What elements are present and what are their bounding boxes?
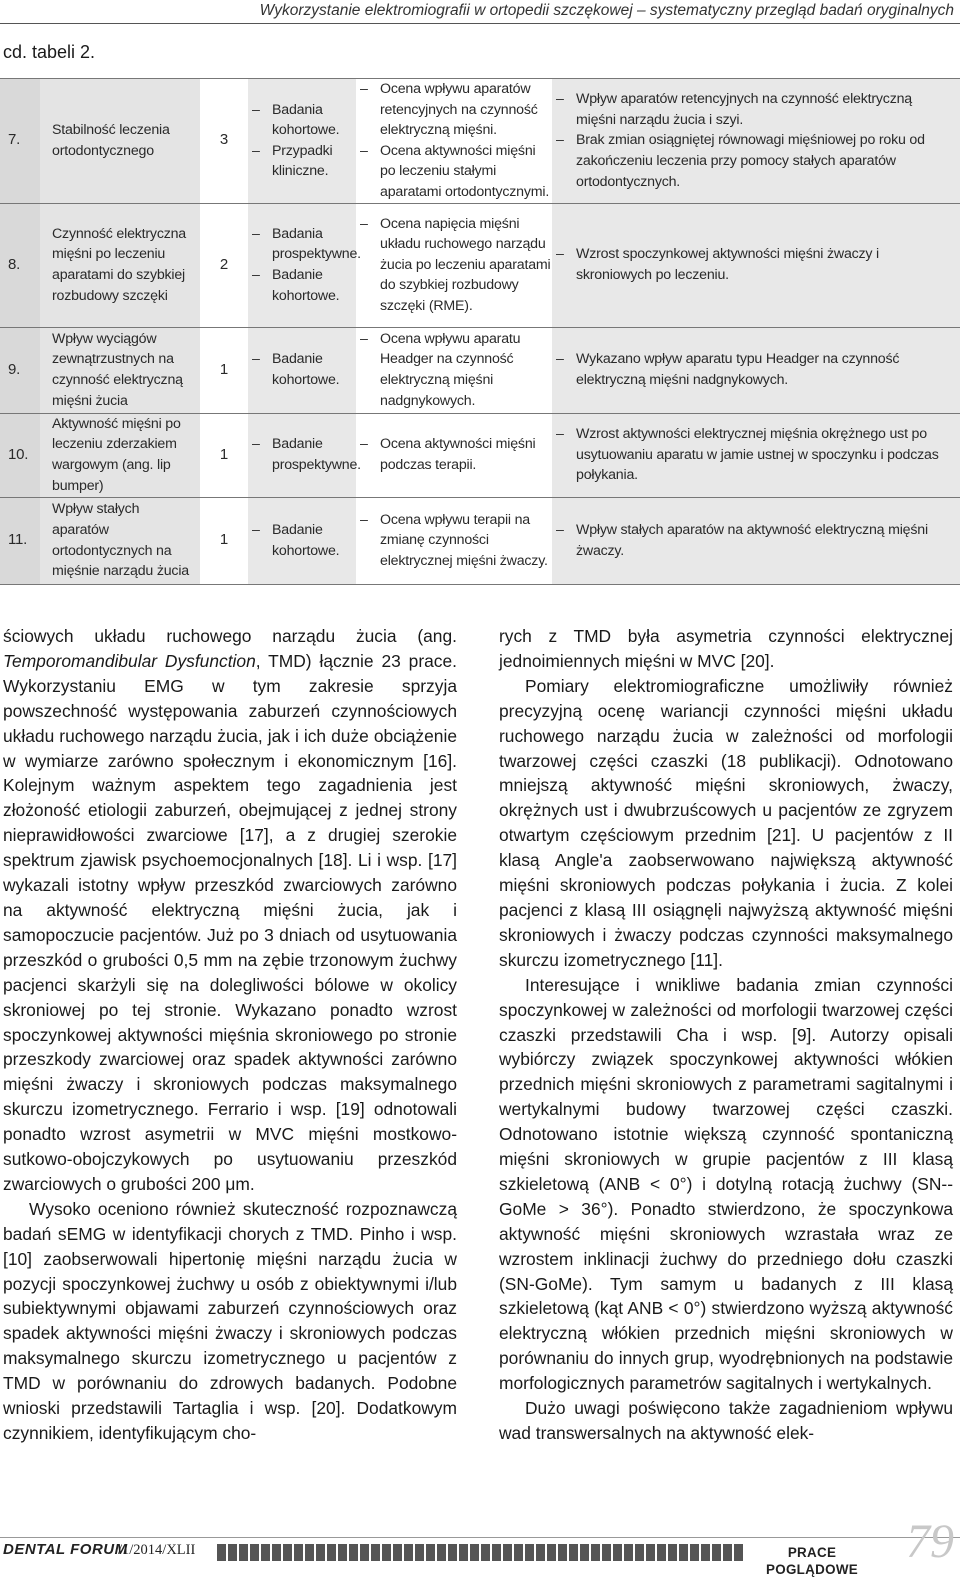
row-topic: Aktywność mięśni po leczeniu zderzakiem wargowym (ang. lip bumper) [40,413,200,497]
footer-tile [250,1544,259,1561]
aim-item: – Ocena napięcia mięśni układu ruchowego narządu żucia po leczeniu aparatami do szybkiej rozbudowy szczęki (RME). [356,214,552,317]
design-item: – Badanie kohortowe. [248,265,356,306]
issue-number: /1/2014/XLII [118,1542,196,1558]
footer-tile [481,1544,490,1561]
row-publication-count: 1 [200,497,248,584]
page-number: 79 [906,1515,954,1568]
design-item: – Badanie kohortowe. [248,349,356,390]
row-number: 8. [0,203,40,327]
footer-tile [591,1544,600,1561]
italic-term: Temporomandibular Dysfunction [3,650,256,671]
footer-tile [679,1544,688,1561]
row-publication-count: 1 [200,413,248,497]
footer-rule [0,1537,960,1538]
footer-tile [657,1544,666,1561]
footer-tile [305,1544,314,1561]
footer-tile [602,1544,611,1561]
footer-tile [514,1544,523,1561]
row-study-aim [356,413,552,497]
row-result [552,497,960,584]
footer-tile [635,1544,644,1561]
footer-tile [327,1544,336,1561]
row-publication-count: 2 [200,203,248,327]
paragraph: Wysoko oceniono również skuteczność rozpoznawczą badań sEMG w identyfikacji chorych z TMD. Pinho i wsp. [10] zaobserwowali hipertonię mięśni narządu żucia w pozycji spoczynkowej żuchwy u osób z obiektywnymi i/lub subiektywnymi objawami zaburzeń czynnościowych oraz spadek aktywności mięśni żwaczy i skroniowych podczas maksymalnego skurczu izometrycznego u pacjentów z TMD w porównaniu do zdrowych badanych. Podobne wnioski przedstawili Tartaglia i wsp. [20]. Dodatkowym czynnikiem, identyfikującym cho- [3,1198,457,1443]
row-topic: Wpływ stałych aparatów ortodontycznych na mięśnie narządu żucia [40,497,200,584]
paragraph: rych z TMD była asymetria czynności elektrycznej jednoimiennych mięśni w MVC [20]. [499,626,953,671]
paragraph: Pomiary elektromiograficzne umożliwiły również precyzyjną ocenę wariancji czynności mięśni układu ruchowego narządu żucia w zależności od morfologii twarzowej części czaszki (18 publikacji). Odnotowano mniejszą aktywność mięśni skroniowych, żwaczy, okrężnych ust i dwubrzuścowych u pacjentów ze zgryzem otwartym częściowym przednim [21]. U pacjentów z II klasą Angle'a zaobserwowano największą aktywność mięśni skroniowych podczas połykania i żucia. Z kolei pacjenci z klasą III osiągnęli najwyższą aktywność mięśni skroniowych i żwaczy podczas czynności maksymalnego skurczu izometrycznego [11]. [499,675,953,970]
aim-item: – Ocena wpływu terapii na zmianę czynności elektrycznej mięśni żwaczy. [356,510,552,572]
row-publication-count: 1 [200,327,248,413]
footer-tile [371,1544,380,1561]
footer-tile [228,1544,237,1561]
table-row [0,203,960,327]
section-label: PRACE POGLĄDOWE [744,1544,880,1561]
row-topic: Czynność elektryczna mięśni po leczeniu aparatami do szybkiej rozbudowy szczęki [40,203,200,327]
design-item: – Badanie kohortowe. [248,520,356,561]
footer-tile [492,1544,501,1561]
design-item: – Badania kohortowe. [248,100,356,141]
footer-tile [360,1544,369,1561]
result-item: – Wzrost aktywności elektrycznej mięśnia okrężnego ust po usytuowaniu aparatu w jamie ustnej w spoczynku i podczas połykania. [552,424,954,486]
footer-tile [734,1544,743,1561]
footer-tile [712,1544,721,1561]
footer-tile [646,1544,655,1561]
footer-tile [338,1544,347,1561]
footer-tile [558,1544,567,1561]
footer-tile [723,1544,732,1561]
text-column-right [499,624,953,1446]
footer-tile [217,1544,226,1561]
footer-tile [613,1544,622,1561]
paragraph [3,624,457,1197]
result-item: – Wykazano wpływ aparatu typu Headger na czynność elektryczną mięśni nadgnykowych. [552,349,954,390]
footer-tile [404,1544,413,1561]
design-item: – Badania prospektywne. [248,224,356,265]
result-item: – Brak zmian osiągniętej równowagi mięśniowej po roku od zakończeniu leczenia przy pomocy stałych aparatów ortodontycznych. [552,130,954,192]
footer-tile [569,1544,578,1561]
footer-tile [415,1544,424,1561]
running-header: Wykorzystanie elektromiografii w ortopedii szczękowej – systematyczny przegląd badań oryginalnych [259,2,954,19]
row-study-design [248,327,356,413]
footer-tile [261,1544,270,1561]
footer-tile [701,1544,710,1561]
row-study-design [248,413,361,497]
aim-item: – Ocena aktywności mięśni podczas terapii. [356,434,552,475]
continued-table-2 [0,78,960,585]
row-result [552,203,960,327]
table-row [0,79,960,204]
result-item: – Wpływ stałych aparatów na aktywność elektryczną mięśni żwaczy. [552,520,954,561]
text-column-left [3,624,457,1446]
row-number: 7. [0,79,40,204]
footer-tile [272,1544,281,1561]
footer-tile [316,1544,325,1561]
footer-tile [536,1544,545,1561]
footer-tile [624,1544,633,1561]
aim-item: – Ocena aktywności mięśni po leczeniu stałymi aparatami ortodontycznymi. [356,141,552,203]
row-study-design [248,497,356,584]
aim-item: – Ocena wpływu aparatu Headger na czynność elektryczną mięśni nadgnykowych. [356,329,552,411]
row-number: 9. [0,327,40,413]
footer-tile [426,1544,435,1561]
aim-item: – Ocena wpływu aparatów retencyjnych na czynność elektryczną mięśni. [356,79,552,141]
footer-tile [349,1544,358,1561]
table-row [0,413,960,497]
paragraph: Interesujące i wnikliwe badania zmian czynności spoczynkowej w zależności od morfologii twarzowej części czaszki przedstawili Cha i wsp. [9]. Autorzy opisali wybiórczy związek spoczynkowej aktywności włókien przednich mięśni skroniowych z parametrami sagitalnymi i wertykalnymi budowy twarzowej części czaszki. Odnotowano istotnie większą czynność spontaniczną mięśni skroniowych w grupie pacjentów z III klasą szkieletową (ANB < 0°) i dotylną rotacją żuchwy (SN--GoMe > 36°). Ponadto stwierdzono, że spoczynkowa aktywność mięśni skroniowych wzrastała wraz ze wzrostem inklinacji żuchwy do przedniego dołu czaszki (SN-GoMe). Tym samym u badanych z III klasą szkieletową (kąt ANB < 0°) stwierdzono wyższą aktywność elektryczną włókien przednich mięśni skroniowych w porównaniu do innych grup, wyodrębnionych na podstawie morfologicznych parametrów sagitalnych i wertykalnych. [499,974,953,1394]
text-run: , TMD) łącznie 23 prace. Wykorzystaniu EMG w tym zakresie sprzyja powszechność występowania zaburzeń czynnościowych układu ruchowego narządu żucia, jak i ich duże obciążenie w wymiarze zarówno społecznym i ekonomicznym [16]. Kolejnym ważnym aspektem tego zagadnienia jest złożoność etiologii zaburzeń, obejmującej z jednej strony nieprawidłowości zwarciowe [17], a z drugiej szerokie spektrum zjawisk psychoemocjonalnych [18]. Li i wsp. [17] wykazali istotny wpływ przeszkód zwarciowych zarówno na aktywność elektryczną mięśni żucia, jak i samopoczucie pacjentów. Już po 3 dniach od usytuowania przeszkód o grubości 0,5 mm na zębie trzonowym żuchwy pacjenci skarżyli się na dolegliwości bólowe w okolicy skroniowej po tej stronie. Wykazano ponadto wzrost spoczynkowej aktywności mięśnia skroniowego po stronie przeszkody zwarciowej oraz spadek aktywności zarówno mięśni żwaczy i skroniowych podczas maksymalnego skurczu izometrycznego. Ferrario i wsp. [19] odnotowali ponadto wzrost asymetrii w MVC mięśni mostkowo-sutkowo-obojczykowych po usytuowaniu przeszkód zwarciowych o grubości 200 μm. [3,650,457,1194]
result-item: – Wpływ aparatów retencyjnych na czynność elektryczną mięśni narządu żucia i szyi. [552,89,954,130]
row-study-aim [356,497,552,584]
footer-tile [547,1544,556,1561]
footer-tile [283,1544,292,1561]
row-topic: Wpływ wyciągów zewnątrzustnych na czynność elektryczną mięśni żucia [40,327,200,413]
footer-tile [393,1544,402,1561]
paragraph: Dużo uwagi poświęcono także zagadnieniom wpływu wad transwersalnych na aktywność elek- [499,1398,953,1443]
footer-tile [470,1544,479,1561]
row-study-aim [356,203,552,327]
row-study-aim [356,79,552,204]
header-rule [0,23,960,24]
row-topic: Stabilność leczenia ortodontycznego [40,79,200,204]
row-number: 10. [0,413,40,497]
result-item: – Wzrost spoczynkowej aktywności mięśni żwaczy i skroniowych po leczeniu. [552,244,954,285]
row-study-design [248,79,356,204]
row-result [552,327,960,413]
text-run: ściowych układu ruchowego narządu żucia (ang. [3,626,457,646]
row-publication-count: 3 [200,79,248,204]
footer-tile [437,1544,446,1561]
footer-tile [525,1544,534,1561]
footer-tile [294,1544,303,1561]
row-number: 11. [0,497,40,584]
table-row [0,497,960,584]
design-item: – Badanie prospektywne. [248,434,356,475]
footer-tile [503,1544,512,1561]
footer-tile [459,1544,468,1561]
journal-logo: DENTAL FORUM [3,1541,128,1558]
footer-tile [239,1544,248,1561]
footer-tile [382,1544,391,1561]
footer-tile [580,1544,589,1561]
row-result [552,79,960,204]
footer-tile [690,1544,699,1561]
footer-tile [448,1544,457,1561]
table-row [0,327,960,413]
design-item: – Przypadki kliniczne. [248,141,356,182]
table-caption: cd. tabeli 2. [3,42,96,62]
row-study-design [248,203,361,327]
row-result [552,413,960,497]
row-study-aim [356,327,552,413]
footer-tile [668,1544,677,1561]
